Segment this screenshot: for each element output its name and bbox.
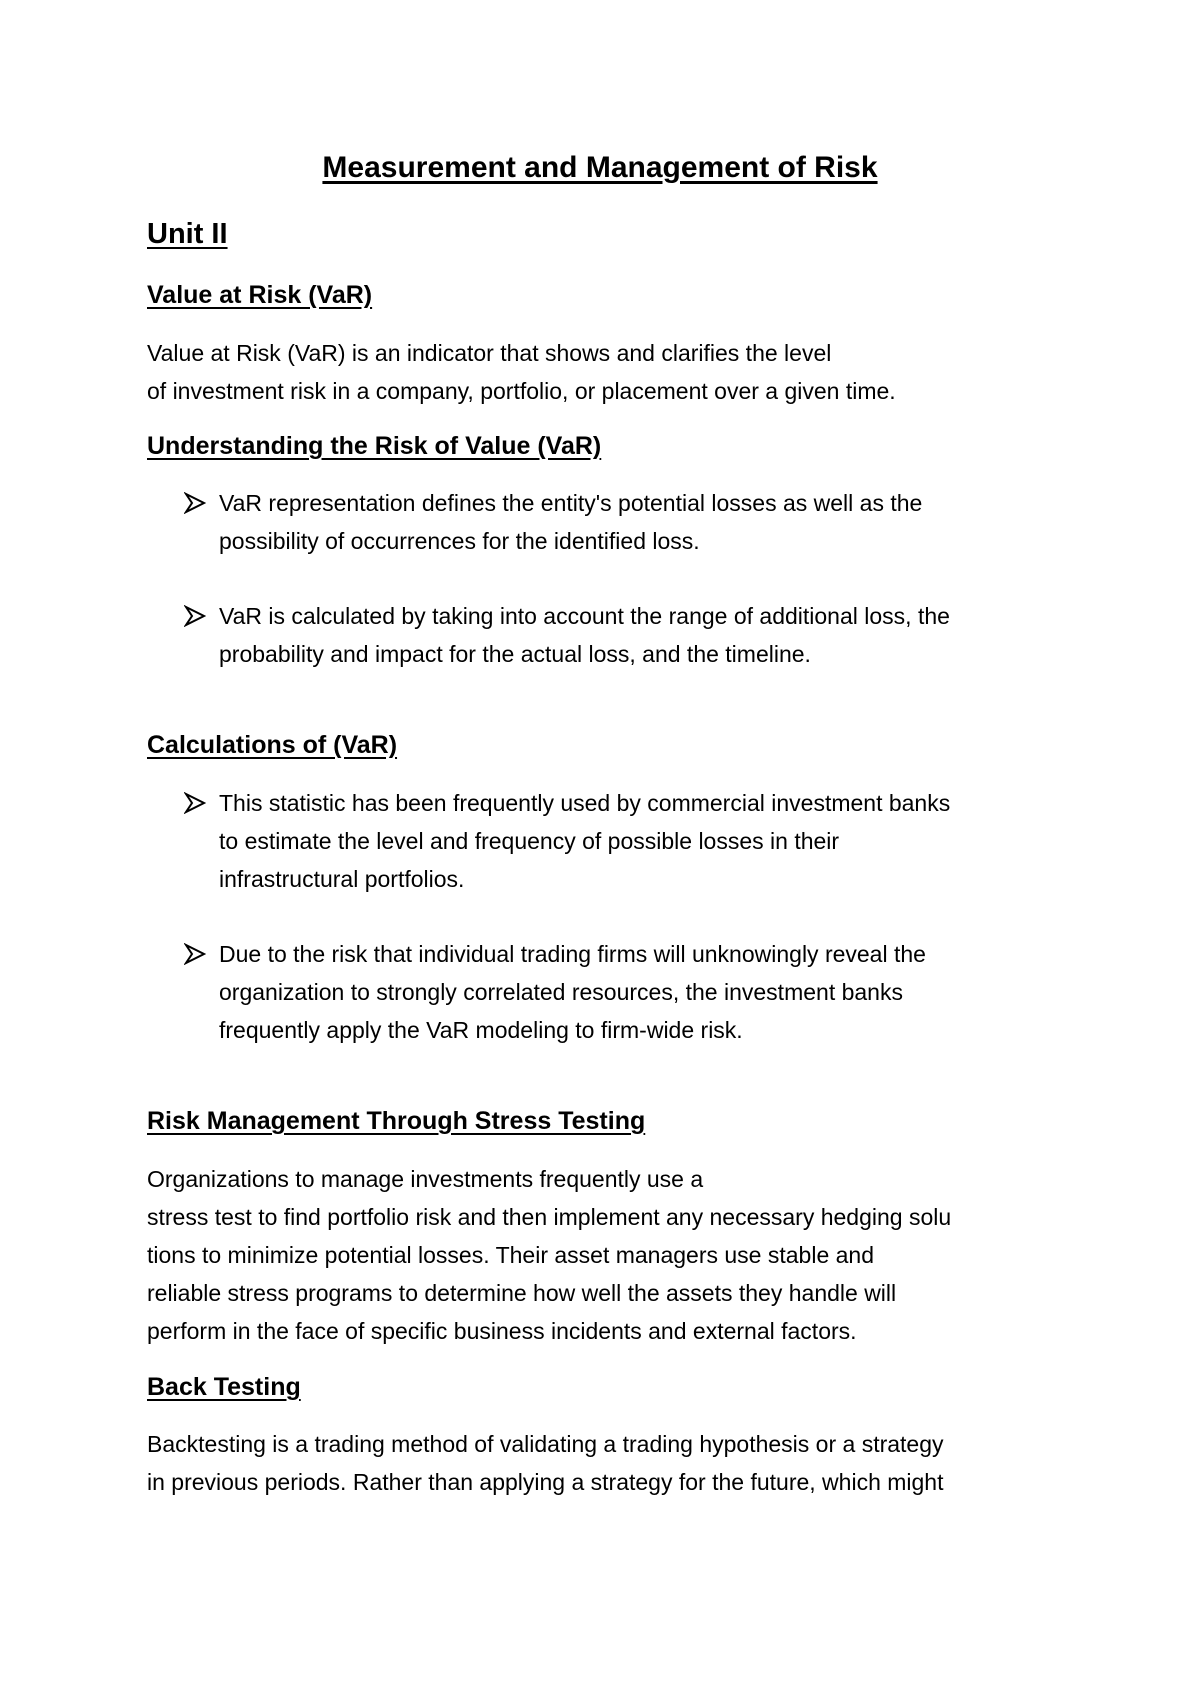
bullet-line: infrastructural portfolios. — [219, 866, 465, 892]
paragraph-line: Organizations to manage investments frequently use a — [147, 1166, 704, 1192]
arrowhead-bullet-icon — [184, 792, 206, 814]
paragraph-line: reliable stress programs to determine how well the assets they handle will — [147, 1280, 897, 1306]
bullet-line: to estimate the level and frequency of possible losses in their — [219, 828, 840, 854]
section-heading-stress-testing: Risk Management Through Stress Testing — [147, 1107, 646, 1135]
bullet-line: organization to strongly correlated resources, the investment banks — [219, 979, 903, 1005]
arrowhead-bullet-icon — [184, 605, 206, 627]
arrowhead-bullet-icon — [184, 943, 206, 965]
bullet-line: frequently apply the VaR modeling to firm-wide risk. — [219, 1017, 743, 1043]
section-heading-var: Value at Risk (VaR) — [147, 281, 373, 309]
paragraph-line: perform in the face of specific business incidents and external factors. — [147, 1318, 857, 1344]
bullet-line: VaR is calculated by taking into account the range of additional loss, the — [219, 603, 950, 629]
bullet-line: This statistic has been frequently used by commercial investment banks — [219, 790, 951, 816]
document-title: Measurement and Management of Risk — [322, 151, 878, 184]
paragraph-line: in previous periods. Rather than applying a strategy for the future, which might — [147, 1469, 944, 1495]
bullet-line: possibility of occurrences for the identified loss. — [219, 528, 700, 554]
section-heading-understanding: Understanding the Risk of Value (VaR) — [147, 432, 602, 460]
bullet-line: Due to the risk that individual trading firms will unknowingly reveal the — [219, 941, 926, 967]
bullet-line: probability and impact for the actual loss, and the timeline. — [219, 641, 811, 667]
paragraph-line: of investment risk in a company, portfolio, or placement over a given time. — [147, 378, 896, 404]
bullet-line: VaR representation defines the entity's potential losses as well as the — [219, 490, 923, 516]
unit-heading: Unit II — [147, 218, 228, 250]
paragraph-line: Value at Risk (VaR) is an indicator that shows and clarifies the level — [147, 340, 832, 366]
section-heading-back-testing: Back Testing — [147, 1373, 301, 1401]
paragraph-line: stress test to find portfolio risk and then implement any necessary hedging solu — [147, 1204, 952, 1230]
paragraph-line: tions to minimize potential losses. Their asset managers use stable and — [147, 1242, 875, 1268]
section-heading-calculations: Calculations of (VaR) — [147, 731, 398, 759]
arrowhead-bullet-icon — [184, 492, 206, 514]
paragraph-line: Backtesting is a trading method of validating a trading hypothesis or a strategy — [147, 1431, 944, 1457]
